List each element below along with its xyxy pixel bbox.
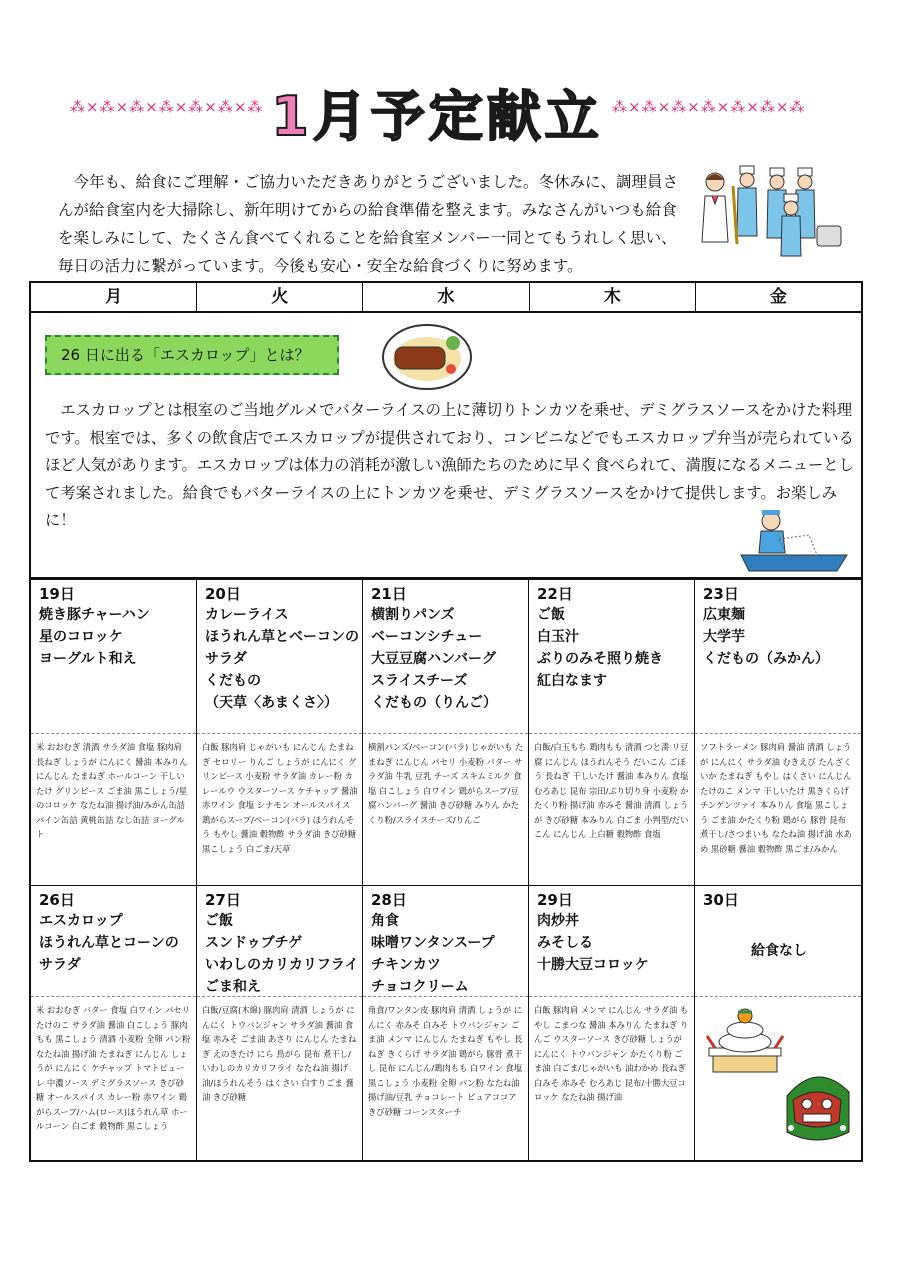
dish: ベーコンシチュー <box>371 629 483 645</box>
divider <box>197 733 362 734</box>
dish: ほうれん草とコーンの <box>39 935 179 951</box>
day-label: 26日 <box>39 891 75 909</box>
dish: スライスチーズ <box>371 673 468 689</box>
day-label: 22日 <box>537 585 573 603</box>
no-lunch-label: 給食なし <box>751 943 807 959</box>
day-label: 21日 <box>371 585 407 603</box>
weekday-tue: 火 <box>197 283 363 311</box>
feature-section <box>31 313 861 580</box>
day-cell-19 <box>31 580 197 885</box>
dish: カレーライス <box>205 607 289 623</box>
dish: 広東麺 <box>703 607 745 623</box>
day-cell-26 <box>31 886 197 1162</box>
day-label: 20日 <box>205 585 241 603</box>
ingredients: 白飯 豚肉肩 じゃがいも にんじん たまねぎ セロリー りんご しょうが にんにく グリンピース 小麦粉 サラダ油 カレー粉 カレールウ ウスターソース ケチャップ 醤油 赤ワイン 食塩 シナモン オールスパイス 鶏がらスープ/ベーコン(バラ) ほうれんそう もやし 醤油 穀物酢 サラダ油 きび砂糖 黒こしょう 白ごま/天草 <box>202 742 358 854</box>
day-cell-29 <box>529 886 695 1162</box>
dish: 大豆豆腐ハンバーグ <box>371 651 497 667</box>
divider <box>197 996 362 997</box>
divider <box>31 996 196 997</box>
divider <box>529 733 694 734</box>
weekday-header <box>31 283 861 313</box>
shishimai-lion-dance-illustration <box>779 1066 855 1146</box>
dish: エスカロップ <box>39 913 123 929</box>
title-decoration-right: ⁂×⁂×⁂×⁂×⁂×⁂×⁂ <box>612 98 806 116</box>
dish: 角食 <box>371 913 399 929</box>
day-label: 28日 <box>371 891 407 909</box>
dish: ぶりのみそ照り焼き <box>537 651 663 667</box>
day-cell-30 <box>695 886 861 1162</box>
menu-grid <box>29 281 863 1162</box>
menu-28 <box>371 890 525 998</box>
dish: サラダ <box>205 651 247 667</box>
nutritionist-figure <box>702 173 728 242</box>
divider <box>695 733 861 734</box>
day-cell-27 <box>197 886 363 1162</box>
kagami-mochi-illustration <box>705 1004 785 1076</box>
intro-paragraph: 今年も、給食にご理解・ご協力いただきありがとうございました。冬休みに、調理員さんが給食室内を大掃除し、新年明けてからの給食準備を整えます。みなさんがいつも給食を楽しみにして、たくさん食べてくれることを給食室メンバー一同とてもうれしく思い、毎日の活力に繋がっています。今後も安心・安全な給食づくりに努めます。 <box>58 173 679 275</box>
dish: くだもの（みかん） <box>703 651 829 667</box>
dish: 肉炒丼 <box>537 913 579 929</box>
divider <box>31 733 196 734</box>
week-2-row <box>31 886 861 1162</box>
cooks-figure <box>733 166 841 256</box>
dish: ヨーグルト和え <box>39 651 137 667</box>
ingredients: 米 おおむぎ 清酒 サラダ油 食塩 豚肉肩 長ねぎ しょうが にんにく 醤油 本みりん にんじん たまねぎ ホールコーン 干しいたけ グリンピース ごま油 黒こしょう/星のコロッケ なたね油 揚げ油/みかん缶詰 パイン缶詰 黄桃缶詰 なし缶詰 ヨーグルト <box>36 742 188 839</box>
dish: 十勝大豆コロッケ <box>537 957 649 973</box>
fisherman-illustration <box>739 505 849 575</box>
intro-text <box>58 168 678 280</box>
weekday-wed: 水 <box>363 283 529 311</box>
dish: サラダ <box>39 957 81 973</box>
day-cell-28 <box>363 886 529 1162</box>
dish: （天草〈あまくさ〉） <box>205 695 338 711</box>
menu-19 <box>39 584 193 670</box>
dish: 焼き豚チャーハン <box>39 607 150 623</box>
feature-text <box>45 397 859 535</box>
escalope-dish-illustration <box>381 321 473 391</box>
dish: いわしのカリカリフライ <box>205 957 359 973</box>
ingredients: 角食/ワンタン皮 豚肉肩 清酒 しょうが にんにく 赤みそ 白みそ トウバンジャン ごま油 メンマ にんじん たまねぎ もやし 長ねぎ きくらげ サラダ油 鶏がら 豚骨 煮干し 昆布 にんじん/鶏肉もも 白ワイン 食塩 黒こしょう 小麦粉 全卵 パン粉 なたね油 揚げ油/豆乳 チョコレート ピュアココア きび砂糖 コーンスターチ <box>368 1005 523 1117</box>
dish: くだもの <box>205 673 261 689</box>
day-cell-21 <box>363 580 529 885</box>
day-cell-22 <box>529 580 695 885</box>
ingredients: 白飯/豆腐(木綿) 豚肉肩 清酒 しょうが にんにく トウバンジャン サラダ油 醤油 食塩 赤みそ ごま油 あさり にんじん たまねぎ えのきたけ にら 鳥がら 昆布 煮干し/いわしのカリカリフライ なたね油 揚げ油/ほうれんそう はくさい 白すりごま 醤油 きび砂糖 <box>202 1005 357 1102</box>
menu-29 <box>537 890 691 976</box>
feature-paragraph: エスカロップとは根室のご当地グルメでバターライスの上に薄切りトンカツを乗せ、デミグラスソースをかけた料理です。根室では、多くの飲食店でエスカロップが提供されており、コンビニなどでもエスカロップ弁当が売られているほど人気があります。エスカロップは体力の消耗が激しい漁師たちのために早く食べられて、満腹になるメニューとして考案されました。給食でもバターライスの上にトンカツを乗せ、デミグラスソースをかけて提供します。お楽しみに！ <box>45 401 854 529</box>
menu-23 <box>703 584 857 670</box>
page-title: 1月予定献立 <box>271 85 603 148</box>
divider <box>363 733 528 734</box>
dish: みそしる <box>537 935 593 951</box>
ingredients: 白飯 豚肉肩 メンマ にんじん サラダ油 もやし こまつな 醤油 本みりん たまねぎ りんご ウスターソース きび砂糖 しょうが にんにく トウバンジャン かたくり粉 ごま油 白ごま/じゃがいも 油わかめ 長ねぎ 白みそ 赤みそ むろあじ 昆布/十勝大豆コロッケ なたね油 揚げ油 <box>534 1005 689 1102</box>
ingredients: 白飯/白玉もち 鶏肉もも 清酒 つと湊 リ豆腐 にんじん ほうれんそう だいこん ごぼう 長ねぎ 干しいたけ 醤油 本みりん 食塩 むろあじ 昆布 宗田/ぶり切り身 小麦粉 かたくり粉 揚げ油 赤みそ 醤油 清酒 しょうが きび砂糖 本みりん 白ごま 小判型/だいこん にんじん 上白糖 穀物酢 食塩 <box>534 742 689 839</box>
dish: 紅白なます <box>537 673 607 689</box>
ingredients: 米 おおむぎ バター 食塩 白ワイン パセリ たけのこ サラダ油 醤油 白こしょう 豚肉もも 黒こしょう 清酒 小麦粉 全卵 パン粉 なたね油 揚げ油 たまねぎ にんじん しょうが にんにく ケチャップ トマトピューレ 中濃ソース デミグラスソース きび砂糖 オールスパイス カレー粉 赤ワイン 鶏がらスープ/ハム(ロース)ほうれん草 ホールコーン 白ごま 穀物酢 黒こしょう <box>36 1005 191 1131</box>
dish: ご飯 <box>205 913 233 929</box>
divider <box>363 996 528 997</box>
menu-21 <box>371 584 525 714</box>
dish: 星のコロッケ <box>39 629 123 645</box>
dish: 大学芋 <box>703 629 745 645</box>
weekday-thu: 木 <box>530 283 696 311</box>
menu-22 <box>537 584 691 692</box>
dish: ご飯 <box>537 607 565 623</box>
dish: くだもの（りんご） <box>371 695 497 711</box>
dish: チキンカツ <box>371 957 441 973</box>
day-label: 30日 <box>703 891 739 909</box>
title-area <box>0 72 900 148</box>
menu-30 <box>703 890 857 910</box>
divider <box>529 996 694 997</box>
dish: スンドゥブチゲ <box>205 935 303 951</box>
ingredients: 横割パンズ/ベーコン(バラ) じゃがいも たまねぎ にんじん パセリ 小麦粉 バター サラダ油 牛乳 豆乳 チーズ スキムミルク 食塩 白こしょう 白ワイン 鶏がらスープ/豆腐ハンバーグ 醤油 きび砂糖 みりん かたくり粉/スライスチーズ/りんご <box>368 742 524 825</box>
day-cell-20 <box>197 580 363 885</box>
kitchen-staff-illustration <box>695 164 845 264</box>
dish: ごま和え <box>205 979 261 995</box>
day-label: 19日 <box>39 585 75 603</box>
dish: 横割りパンズ <box>371 607 455 623</box>
title-decoration-left: ⁂×⁂×⁂×⁂×⁂×⁂×⁂ <box>70 98 264 116</box>
dish: 白玉汁 <box>537 629 579 645</box>
feature-heading: 26 日に出る「エスカロップ」とは？ <box>45 335 339 375</box>
menu-27 <box>205 890 359 998</box>
divider <box>695 996 861 997</box>
weekday-fri: 金 <box>769 287 787 307</box>
dish: ほうれん草とベーコンの <box>205 629 359 645</box>
dish: チョコクリーム <box>371 979 469 995</box>
day-cell-23 <box>695 580 861 885</box>
menu-26 <box>39 890 193 976</box>
weekday-mon: 月 <box>31 283 197 311</box>
dish: 味噌ワンタンスープ <box>371 935 495 951</box>
week-1-row <box>31 580 861 886</box>
day-label: 29日 <box>537 891 573 909</box>
day-label: 27日 <box>205 891 241 909</box>
ingredients: ソフトラーメン 豚肉肩 醤油 清酒 しょうが にんにく サラダ油 むきえび たんざくいか たまねぎ もやし はくさい にんじん たけのこ メンマ 干しいたけ 黒きくらげ チンゲンツァイ 本みりん 食塩 黒こしょう ごま油 かたくり粉 鶏がら 豚骨 昆布 煮干し/さつまいも なたね油 揚げ油 水あめ 黒砂糖 醤油 穀物酢 黒ごま/みかん <box>700 742 852 854</box>
menu-20 <box>205 584 359 714</box>
day-label: 23日 <box>703 585 739 603</box>
